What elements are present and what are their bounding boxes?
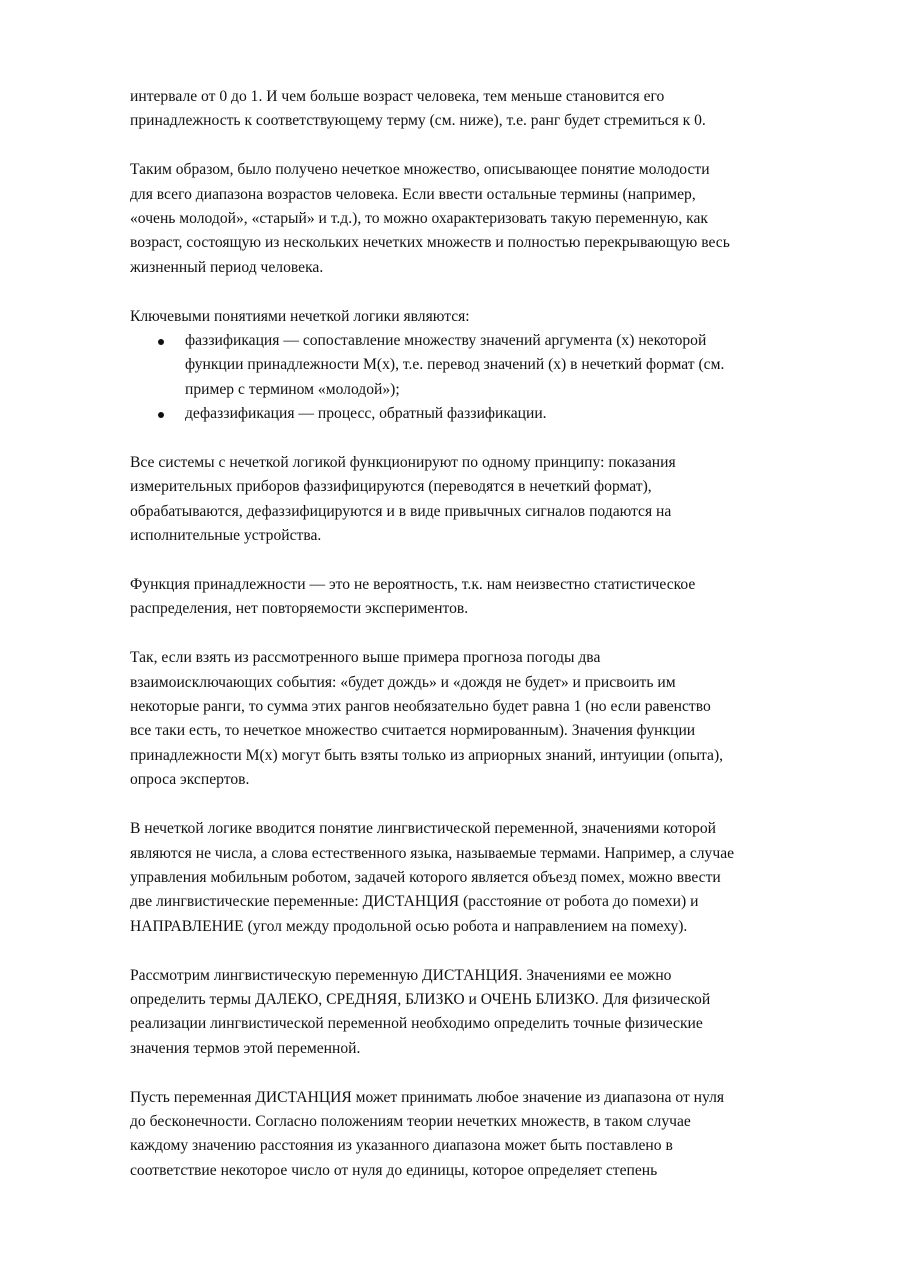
paragraph-linguistic-variable: В нечеткой логике вводится понятие лингвистической переменной, значениями которой являются не числа, а слова естественного языка, называемые термами. Например, а случае управления мобильным роботом, задачей которого является объезд помех, можно ввести две лингвистические переменные: ДИСТАНЦИЯ (расстояние от робота до помехи) и НАПРАВЛЕНИЕ (угол между продольной осью робота и направлением на помеху). <box>130 820 735 935</box>
document-page <box>130 85 845 1208</box>
paragraph-fuzzy-systems: Все системы с нечеткой логикой функционируют по одному принципу: показания измерительных приборов фаззифицируются (переводятся в нечеткий формат), обрабатываются, дефаззифицируются и в виде привычных сигналов подаются на исполнительные устройства. <box>130 454 676 545</box>
bullet-icon <box>158 412 164 418</box>
key-concepts-intro: Ключевыми понятиями нечеткой логики являются: <box>130 307 470 325</box>
list-item-text: фаззификация — сопоставление множеству значений аргумента (x) некоторой функции принадлежности M(x), т.е. перевод значений (x) в нечеткий формат (см. пример с термином «молодой»); <box>185 332 725 398</box>
bullet-icon <box>158 339 164 345</box>
paragraph-age-membership: интервале от 0 до 1. И чем больше возраст человека, тем меньше становится его принадлежность к соответствующему терму (см. ниже), т.е. ранг будет стремиться к 0. <box>130 88 706 130</box>
paragraph-distance-terms: Рассмотрим лингвистическую переменную ДИСТАНЦИЯ. Значениями ее можно определить термы ДАЛЕКО, СРЕДНЯЯ, БЛИЗКО и ОЧЕНЬ БЛИЗКО. Для физической реализации лингвистической переменной необходимо определить точные физические значения термов этой переменной. <box>130 966 711 1057</box>
paragraph-weather-example: Так, если взять из рассмотренного выше примера прогноза погоды два взаимоисключающих события: «будет дождь» и «дождя не будет» и присвоить им некоторые ранги, то сумма этих рангов необязательно будет равна 1 (но если равенство все таки есть, то нечеткое множество считается нормированным). Значения функции принадлежности M(x) могут быть взяты только из априорных знаний, интуиции (опыта), опроса экспертов. <box>130 649 724 789</box>
paragraph-fuzzy-set-youth: Таким образом, было получено нечеткое множество, описывающее понятие молодости для всего диапазона возрастов человека. Если ввести остальные термины (например, «очень молодой», «старый» и т.д.), то можно охарактеризовать такую переменную, как возраст, состоящую из нескольких нечетких множеств и полностью перекрывающую весь жизненный период человека. <box>130 161 730 276</box>
key-concepts-list <box>130 329 845 427</box>
list-item <box>130 329 845 402</box>
list-item <box>130 402 845 426</box>
list-item-text: дефаззификация — процесс, обратный фаззификации. <box>185 405 547 423</box>
paragraph-distance-range: Пусть переменная ДИСТАНЦИЯ может принимать любое значение из диапазона от нуля до бесконечности. Согласно положениям теории нечетких множеств, в таком случае каждому значению расстояния из указанного диапазона может быть поставлено в соответствие некоторое число от нуля до единицы, которое определяет степень <box>130 1088 725 1179</box>
paragraph-membership-function: Функция принадлежности — это не вероятность, т.к. нам неизвестно статистическое распределения, нет повторяемости экспериментов. <box>130 576 696 618</box>
